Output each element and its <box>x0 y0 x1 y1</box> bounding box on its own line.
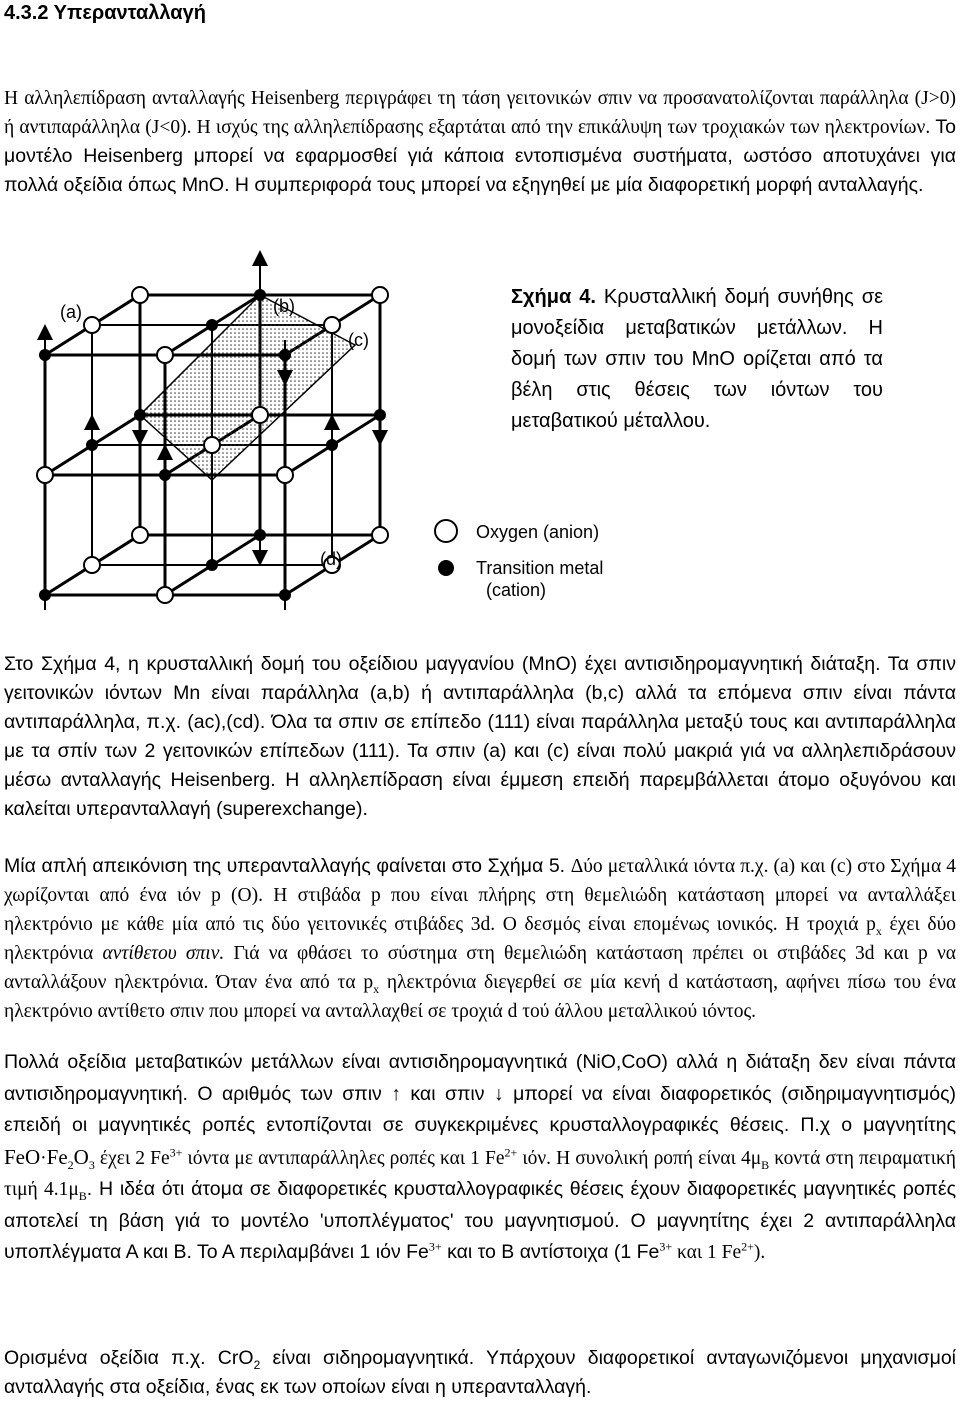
p4-a: Πολλά οξείδια μεταβατικών μετάλλων είναι αντισιδηρομαγνητικά (NiO,CoO) αλλά η διάταξη δεν είναι πάντα αντισιδηρομαγνητική. Ο αριθμός των σπιν <box>4 1051 956 1105</box>
caption-label: Σχήμα 4. <box>511 286 596 308</box>
p4-d-sup: 3+ <box>169 1145 183 1159</box>
legend-metal-2: (cation) <box>486 580 547 600</box>
label-d: (d) <box>320 549 342 569</box>
p3-d-sub: x <box>373 981 380 996</box>
section-title: 4.3.2 Υπερανταλλαγή <box>4 2 206 24</box>
p4-g: κοντά στη πειραματική τιμή 4.1μ <box>4 1147 956 1200</box>
spin-up-arrow: ↑ <box>391 1083 401 1105</box>
paragraph-ferrimagnetism <box>4 1047 956 1269</box>
label-a: (a) <box>60 302 82 322</box>
p4-j-sup: 2+ <box>741 1239 754 1254</box>
p3-e: ηλεκτρόνια διεγερθεί σε μία κενή d κατάσταση, αφήνει πίσω του ένα ηλεκτρόνιο αντίθετο σπιν που μπορεί να ανταλλαχθεί σε τροχιά d τού άλλου μεταλλικού ιόντος. <box>4 972 957 1022</box>
legend-metal-1: Transition metal <box>476 558 604 578</box>
p4-i: και το Β αντίστοιχα (1 Fe <box>441 1241 660 1263</box>
formula-dot: · <box>40 1147 47 1169</box>
label-b: (b) <box>273 296 295 316</box>
p4-e-sup: 2+ <box>504 1145 518 1159</box>
intro-text-1: Η αλληλεπίδραση ανταλλαγής Heisenberg περιγράφει τη τάση γειτονικών σπιν να προσανατολίζονται παράλληλα (J>0) ή αντιπαράλληλα (J<0). Η ισχύς της αλληλεπίδρασης εξαρτάται από την επικάλυψη των τροχιακών των ηλεκτρονίων. <box>4 88 956 138</box>
intro-text-2: Το μοντέλο Heisenberg μπορεί να εφαρμοσθεί γιά κάποια εντοπισμένα συστήματα, ωστόσο αποτυχάνει για πολλά οξείδια όπως MnO. Η συμπεριφορά τους μπορεί να εξηγηθεί με μία διαφορετική μορφή ανταλλαγής. <box>4 116 956 196</box>
p3-c: έχει δύο ηλεκτρόνια <box>4 914 957 964</box>
p4-h: . Η ιδέα ότι άτομα σε διαφορετικές κρυσταλλογραφικές θέσεις έχουν διαφορετικές μαγνητικές ροπές αποτελεί τη βάση γιά το μοντέλο 'υποπλέγματος' του μαγνητισμού. Ο μαγνητίτης έχει 2 αντιπαράλληλα υποπλέγματα Α και Β. Το Α περιλαμβάνει 1 ιόν Fe <box>4 1178 956 1263</box>
p4-f-sub: B <box>761 1157 770 1172</box>
p4-i-sup: 3+ <box>659 1239 673 1254</box>
formula-feo: FeO <box>4 1144 41 1169</box>
p5-b: είναι σιδηρομαγνητικά. Υπάρχουν διαφορετικοί ανταγωνιζόμενοι μηχανισμοί ανταλλαγής στα οξείδια, ένας εκ των οποίων είναι η υπερανταλλαγή. <box>4 1347 957 1398</box>
p4-k: ). <box>753 1242 766 1263</box>
p3-b: Δύο μεταλλικά ιόντα π.χ. (a) και (c) στο Σχήμα 4 χωρίζονται από ένα ιόν p (O). Η στιβάδα p που είναι πλήρης στη θεμελιώδη κατάσταση μπορεί να ανταλλάξει ηλεκτρόνιο με κάθε μία από τις δύο γειτονικές στιβάδες 3d. Ο δεσμός είναι επομένως ιονικός. Η τροχιά p <box>4 856 956 935</box>
legend-symbols <box>430 516 470 586</box>
formula-fe-sub: 2 <box>67 1157 74 1172</box>
p4-c: μπορεί να είναι διαφορετικός (σιδηριμαγνητισμός) επειδή οι μαγνητικές ροπές εντοπίζονται σε συγκεκριμένες κρυσταλλογραφικές θέσεις. Π.χ ο μαγνητίτης <box>4 1082 956 1136</box>
p4-b: και σπιν <box>400 1082 494 1105</box>
legend-oxygen: Oxygen (anion) <box>476 522 600 542</box>
p3-a: Μία απλή απεικόνιση της υπερανταλλαγής φαίνεται στο Σχήμα 5. <box>4 855 571 877</box>
p3-b-sub: x <box>875 923 882 938</box>
formula-o-sub: 3 <box>88 1157 95 1172</box>
p4-h-sup: 3+ <box>428 1239 442 1254</box>
p4-g-sub: B <box>78 1188 87 1203</box>
formula-fe: Fe <box>46 1144 68 1169</box>
paragraph-mno-text: Στο Σχήμα 4, η κρυσταλλική δομή του οξείδιου μαγγανίου (MnO) έχει αντισιδηρομαγνητική διάταξη. Τα σπιν γειτονικών ιόντων Mn είναι παράλληλα (a,b) ή αντιπαράλληλα (b,c) αλλά τα επόμενα σπιν είναι πάντα αντιπαράλληλα, π.χ. (ac),(cd). Όλα τα σπιν σε επίπεδο (111) είναι παράλληλα μεταξύ τους και αντιπαράλληλα με τα σπίν των 2 γειτονικών επίπεδων (111). Τα σπιν (a) και (c) είναι πολύ μακριά γιά να αλληλεπιδράσουν μέσω ανταλλαγής Heisenberg. Η αλληλεπίδραση είναι έμμεση επειδή παρεμβάλλεται άτομο οξυγόνου και καλείται υπερανταλλαγή (superexchange). <box>4 653 956 820</box>
p5-a-sub: 2 <box>253 1357 261 1372</box>
metal-legend-icon <box>438 560 454 576</box>
paragraph-superexchange <box>4 852 956 1026</box>
p3-d: Γιά να φθάσει το σύστημα στη θεμελιώδη κατάσταση πρέπει οι στιβάδες 3d και p να ανταλλάξουν ηλεκτρόνια. Όταν ένα από τα p <box>4 943 956 993</box>
p4-j: και 1 Fe <box>672 1242 742 1263</box>
p4-d: έχει 2 Fe <box>94 1147 170 1169</box>
paragraph-mno <box>4 650 956 824</box>
p4-e: ιόντα με αντιπαράλληλες ροπές και 1 Fe <box>182 1147 505 1169</box>
oxygen-legend-icon <box>435 520 457 542</box>
p4-f: ιόν. Η συνολική ροπή είναι 4μ <box>517 1147 762 1169</box>
paragraph-cro2 <box>4 1344 956 1402</box>
formula-o: O <box>73 1144 89 1169</box>
figure-caption <box>511 282 883 437</box>
caption-text: Κρυσταλλική δομή συνήθης σε μονοξείδια μεταβατικών μετάλλων. Η δομή των σπιν του MnO ορίζεται από τα βέλη στις θέσεις των ιόντων του μεταβατικού μέταλλου. <box>511 286 884 432</box>
spin-down-arrow: ↓ <box>493 1083 504 1105</box>
label-c: (c) <box>348 330 369 350</box>
p5-a: Ορισμένα οξείδια π.χ. CrO <box>4 1347 254 1369</box>
p3-c-italic: αντίθετου σπιν. <box>102 943 225 964</box>
intro-paragraph <box>4 84 956 200</box>
